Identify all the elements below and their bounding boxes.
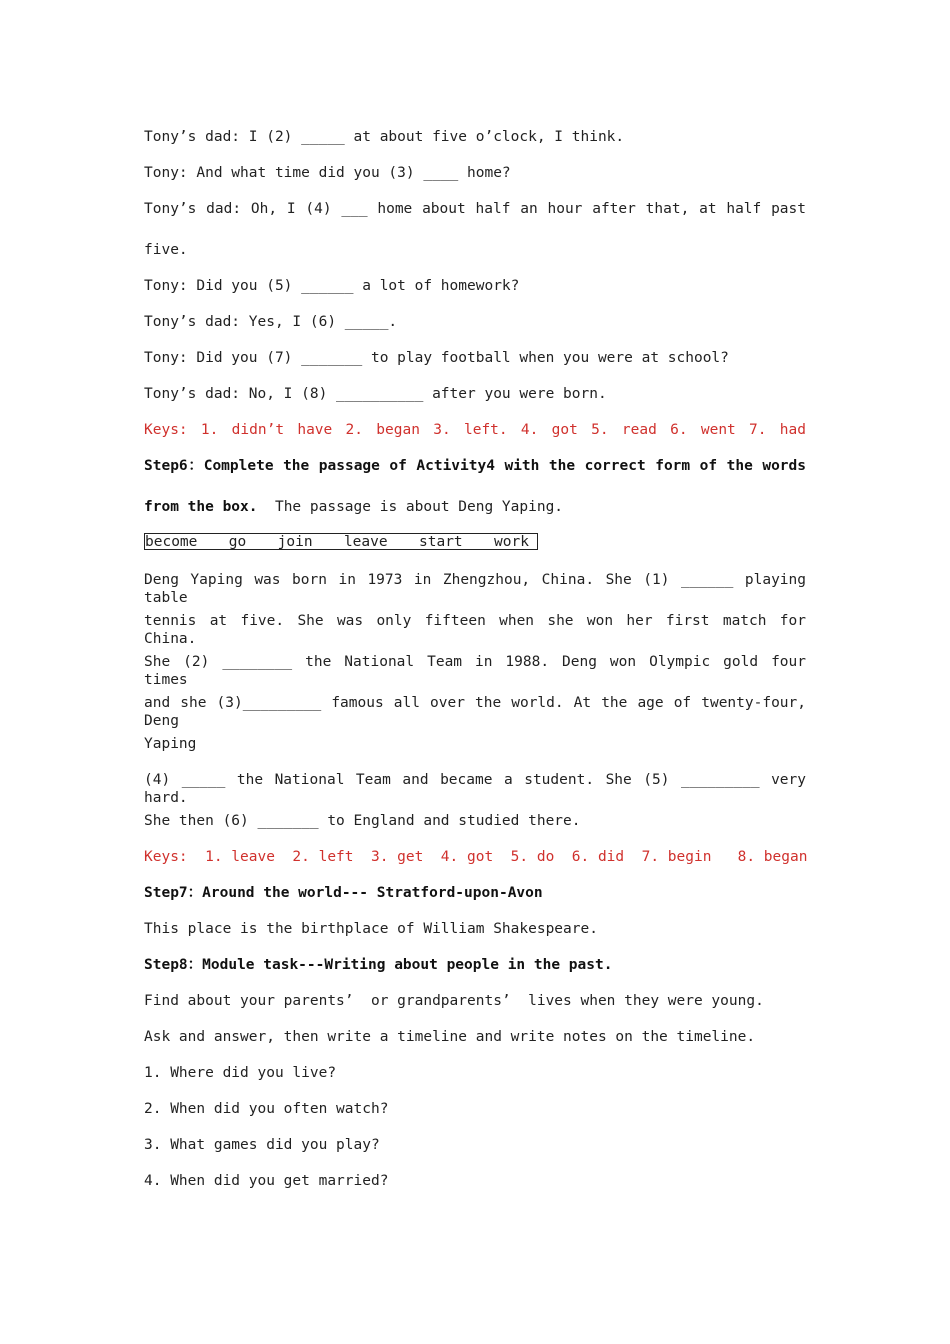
word-box: [144, 533, 538, 550]
step8-heading: Step8：Module task---Writing about people in the past.: [144, 957, 613, 973]
dialogue-line: Tony: Did you (7) _______ to play football when you were at school?: [144, 350, 729, 366]
step8-line: Ask and answer, then write a timeline and write notes on the timeline.: [144, 1029, 756, 1045]
step6-heading-bold: from the box.: [144, 499, 258, 515]
passage-line: and she (3)_________ famous all over the world. At the age of twenty-four, Deng: [144, 695, 806, 729]
step6-description: The passage is about Deng Yaping.: [257, 499, 564, 515]
question-item: 4. When did you get married?: [144, 1173, 389, 1189]
word-box-item: leave: [343, 533, 388, 550]
step7-heading: Step7：Around the world--- Stratford-upon-Avon: [144, 885, 543, 901]
answer-keys: Keys: 1. leave 2. left 3. get 4. got 5. do 6. did 7. begin 8. began: [144, 849, 808, 865]
word-box-item: join: [277, 533, 313, 550]
step7-text: This place is the birthplace of William Shakespeare.: [144, 921, 598, 937]
word-box-item: work: [494, 533, 529, 550]
passage-line: Yaping: [144, 736, 197, 752]
answer-keys: Keys: 1. didn’t have 2. began 3. left. 4. got 5. read 6. went 7. had: [144, 422, 806, 438]
passage-line: She (2) ________ the National Team in 1988. Deng won Olympic gold four times: [144, 654, 806, 688]
dialogue-line: Tony: Did you (5) ______ a lot of homework?: [144, 278, 520, 294]
passage-line: (4) _____ the National Team and became a student. She (5) _________ very hard.: [144, 772, 806, 806]
dialogue-line: Tony: And what time did you (3) ____ home?: [144, 165, 511, 181]
word-box-item: start: [419, 533, 463, 550]
step6-heading-cont: [144, 498, 563, 516]
word-box-item: go: [228, 533, 247, 550]
step8-line: Find about your parents’ or grandparents’ lives when they were young.: [144, 993, 764, 1009]
question-item: 1. Where did you live?: [144, 1065, 337, 1081]
passage-line: tennis at five. She was only fifteen when she won her first match for China.: [144, 613, 806, 647]
step6-heading: Step6：Complete the passage of Activity4 with the correct form of the words: [144, 458, 806, 474]
passage-line: She then (6) _______ to England and studied there.: [144, 813, 581, 829]
dialogue-line: Tony’s dad: No, I (8) __________ after you were born.: [144, 386, 607, 402]
question-item: 3. What games did you play?: [144, 1137, 380, 1153]
passage-line: Deng Yaping was born in 1973 in Zhengzhou, China. She (1) ______ playing table: [144, 572, 806, 606]
word-box-item: become: [145, 533, 198, 550]
dialogue-line: Tony’s dad: Oh, I (4) ___ home about half an hour after that, at half past: [144, 201, 806, 217]
question-item: 2. When did you often watch?: [144, 1101, 389, 1117]
dialogue-line: five.: [144, 242, 188, 258]
dialogue-line: Tony’s dad: Yes, I (6) _____.: [144, 314, 398, 330]
dialogue-line: Tony’s dad: I (2) _____ at about five o’clock, I think.: [144, 129, 625, 145]
